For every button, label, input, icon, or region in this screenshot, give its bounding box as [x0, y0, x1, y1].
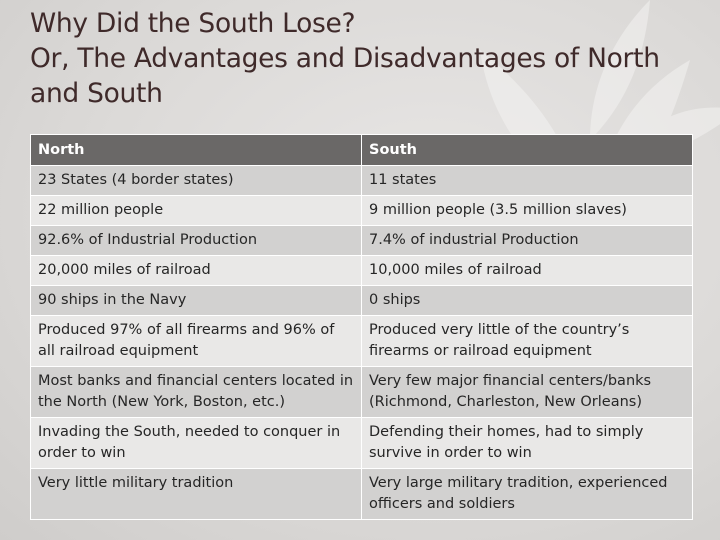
north-cell: 20,000 miles of railroad: [31, 256, 362, 286]
south-cell: 10,000 miles of railroad: [362, 256, 693, 286]
north-cell: 22 million people: [31, 196, 362, 226]
south-cell: 11 states: [362, 166, 693, 196]
table-row: [31, 226, 693, 256]
south-cell: Defending their homes, had to simply survive in order to win: [362, 418, 693, 469]
south-cell: Produced very little of the country’s firearms or railroad equipment: [362, 316, 693, 367]
slide-title: [30, 6, 700, 111]
title-line-2: Or, The Advantages and Disadvantages of North: [30, 43, 660, 74]
title-line-3: and South: [30, 78, 163, 109]
table-row: [31, 367, 693, 418]
north-cell: Invading the South, needed to conquer in order to win: [31, 418, 362, 469]
south-cell: Very large military tradition, experienced officers and soldiers: [362, 469, 693, 520]
north-cell: 92.6% of Industrial Production: [31, 226, 362, 256]
table-row: [31, 418, 693, 469]
title-line-1: Why Did the South Lose?: [30, 8, 356, 39]
south-cell: 9 million people (3.5 million slaves): [362, 196, 693, 226]
south-cell: Very few major financial centers/banks (Richmond, Charleston, New Orleans): [362, 367, 693, 418]
table-row: [31, 469, 693, 520]
table-header-row: [31, 135, 693, 166]
north-cell: 23 States (4 border states): [31, 166, 362, 196]
table-row: [31, 316, 693, 367]
north-cell: Very little military tradition: [31, 469, 362, 520]
south-cell: 7.4% of industrial Production: [362, 226, 693, 256]
header-south: South: [362, 135, 693, 166]
north-cell: Most banks and financial centers located in the North (New York, Boston, etc.): [31, 367, 362, 418]
north-cell: Produced 97% of all firearms and 96% of all railroad equipment: [31, 316, 362, 367]
header-north: North: [31, 135, 362, 166]
table-row: [31, 256, 693, 286]
table-row: [31, 286, 693, 316]
table-row: [31, 196, 693, 226]
table-row: [31, 166, 693, 196]
north-cell: 90 ships in the Navy: [31, 286, 362, 316]
south-cell: 0 ships: [362, 286, 693, 316]
comparison-table: [30, 134, 693, 520]
